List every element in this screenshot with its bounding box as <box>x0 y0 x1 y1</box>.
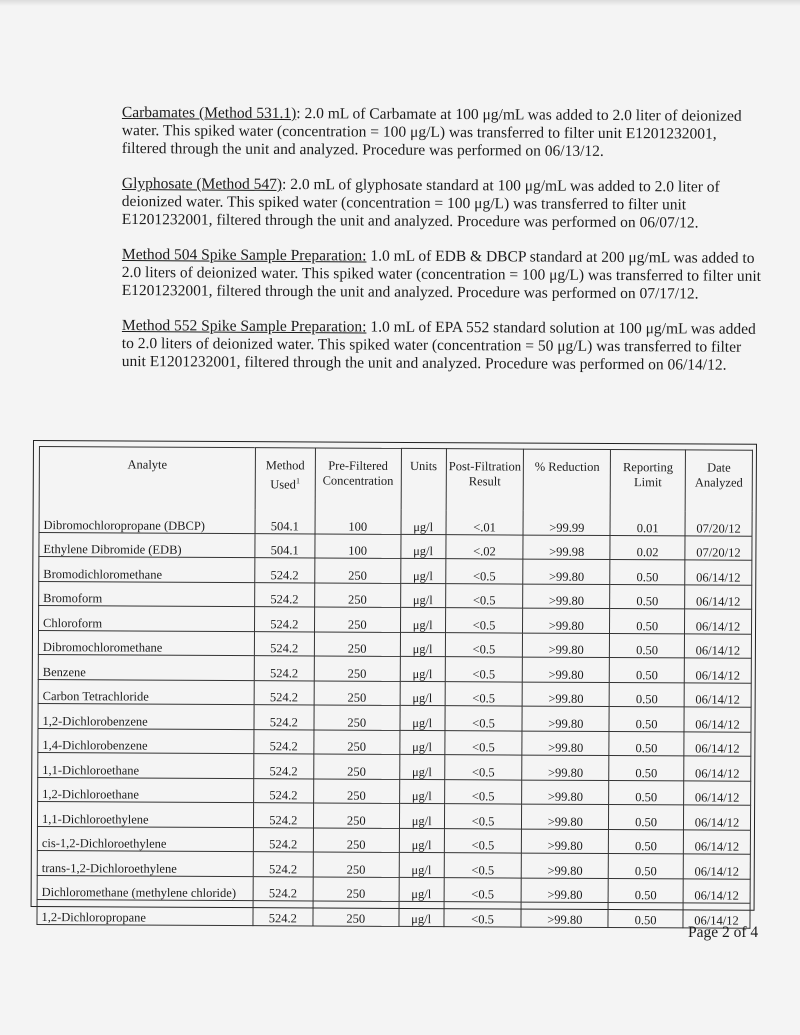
cell-date: 06/14/12 <box>684 658 751 683</box>
cell-units: μg/l <box>400 656 445 681</box>
table-row <box>37 900 750 928</box>
cell-units: μg/l <box>400 681 445 706</box>
paragraph-body: : 2.0 mL of glyphosate standard at 100 μg/mL was added to 2.0 liter of deionized water. This spiked water (concentration = 100 μg/L) was transferred to filter unit E1201232001, filtered through the unit and analyzed. Procedure was performed on 06/07/12. <box>121 175 720 232</box>
cell-pre: 250 <box>314 729 400 754</box>
cell-analyte: Chloroform <box>39 606 255 632</box>
cell-units: μg/l <box>399 852 444 877</box>
scan-edge <box>0 0 800 6</box>
cell-pre: 250 <box>314 754 400 779</box>
table-row <box>37 875 750 903</box>
table-row <box>38 777 751 805</box>
table-row <box>39 581 752 609</box>
paragraph-body: 1.0 mL of EPA 552 standard solution at 100 μg/mL was added to 2.0 liters of deionized water. This spiked water (concentration = 50 μg/L) was transferred to filter unit E1201232001, filtered through the unit and analyzed. Procedure was performed on 06/14/12. <box>121 318 756 374</box>
cell-reduction: >99.80 <box>522 829 609 854</box>
cell-method: 524.2 <box>254 656 314 681</box>
cell-post: <0.5 <box>445 608 523 633</box>
cell-reduction: >99.80 <box>522 706 609 731</box>
cell-analyte: Benzene <box>38 655 254 681</box>
paragraph-body: : 2.0 mL of Carbamate at 100 μg/mL was added to 2.0 liter of deionized water. This spiked water (concentration = 100 μg/L) was transferred to filter unit E1201232001, filtered through the unit and analyzed. Procedure was performed on 06/13/12. <box>121 105 742 160</box>
cell-limit: 0.50 <box>609 829 684 854</box>
cell-units: μg/l <box>400 583 445 608</box>
cell-date: 07/20/12 <box>685 535 752 560</box>
cell-analyte: 1,2-Dichloroethane <box>38 777 254 803</box>
paragraph-heading: Method 504 Spike Sample Preparation: <box>121 246 367 265</box>
cell-pre: 250 <box>315 558 401 583</box>
cell-analyte: Dibromochloropropane (DBCP) <box>39 508 255 533</box>
cell-limit: 0.50 <box>610 584 685 609</box>
cell-method: 524.2 <box>254 705 314 730</box>
cell-post: <0.5 <box>444 779 522 804</box>
paragraph-method-504 <box>122 246 762 304</box>
cell-units: μg/l <box>399 803 444 828</box>
cell-reduction: >99.80 <box>522 804 609 829</box>
cell-post: <0.5 <box>444 804 522 829</box>
cell-date: 06/14/12 <box>684 707 751 732</box>
cell-date: 06/14/12 <box>683 829 750 854</box>
cell-method: 524.2 <box>254 631 314 656</box>
cell-limit: 0.50 <box>609 658 684 683</box>
cell-units: μg/l <box>399 877 444 902</box>
cell-limit: 0.50 <box>608 878 683 903</box>
cell-date: 07/20/12 <box>685 511 752 535</box>
cell-date: 06/14/12 <box>685 584 752 609</box>
cell-pre: 250 <box>314 607 400 632</box>
cell-pre: 250 <box>313 901 399 926</box>
page-number: Page 2 of 4 <box>688 924 759 941</box>
cell-analyte: 1,2-Dichlorobenzene <box>38 704 254 730</box>
cell-reduction: >99.80 <box>523 584 610 609</box>
cell-units: μg/l <box>400 730 445 755</box>
cell-method: 524.2 <box>253 852 313 877</box>
cell-post: <.02 <box>445 534 523 559</box>
cell-pre: 250 <box>314 631 400 656</box>
table-row <box>38 655 751 683</box>
cell-units: μg/l <box>400 607 445 632</box>
results-table <box>36 446 752 928</box>
cell-method: 524.2 <box>255 558 315 583</box>
cell-units: μg/l <box>399 828 444 853</box>
cell-date: 06/14/12 <box>684 731 751 756</box>
paragraph-glyphosate <box>122 175 762 233</box>
paragraph-heading: Glyphosate (Method 547) <box>121 175 283 193</box>
cell-date: 06/14/12 <box>683 854 750 879</box>
cell-date: 06/14/12 <box>684 805 751 830</box>
header-method <box>255 448 315 510</box>
cell-analyte: Carbon Tetrachloride <box>38 679 254 705</box>
cell-limit: 0.50 <box>608 854 683 879</box>
cell-date: 06/14/12 <box>684 682 751 707</box>
results-table-frame <box>31 440 757 928</box>
cell-analyte: 1,1-Dichloroethylene <box>37 802 253 828</box>
cell-limit: 0.50 <box>609 731 684 756</box>
table-row <box>39 557 752 585</box>
paragraphs <box>122 104 762 388</box>
header-post-filtration: Post-Filtration Result <box>446 449 524 511</box>
cell-date: 06/14/12 <box>685 609 752 634</box>
cell-units: μg/l <box>399 779 444 804</box>
cell-post: <0.5 <box>444 877 522 902</box>
cell-method: 524.2 <box>254 729 314 754</box>
cell-post: <0.5 <box>444 902 522 927</box>
cell-reduction: >99.80 <box>522 755 609 780</box>
paragraph-body: 1.0 mL of EDB & DBCP standard at 200 μg/mL was added to 2.0 liters of deionized water. This spiked water (concentration = 100 μg/L) was transferred to filter unit E1201232001, filtered through the unit and analyzed. Procedure was performed on 07/17/12. <box>121 247 762 303</box>
cell-limit: 0.50 <box>609 780 684 805</box>
cell-method: 524.2 <box>254 680 314 705</box>
cell-reduction: >99.80 <box>523 633 610 658</box>
header-method-footnote: 1 <box>295 476 301 486</box>
table-row <box>39 508 752 536</box>
cell-limit: 0.50 <box>609 805 684 830</box>
cell-reduction: >99.80 <box>523 559 610 584</box>
paragraph-carbamates <box>122 104 762 162</box>
cell-pre: 100 <box>315 509 401 533</box>
cell-units: μg/l <box>399 901 444 926</box>
cell-method: 524.2 <box>254 754 314 779</box>
cell-post: <0.5 <box>445 657 523 682</box>
cell-units: μg/l <box>399 754 444 779</box>
paragraph-heading: Method 552 Spike Sample Preparation: <box>121 317 367 336</box>
cell-limit: 0.50 <box>608 903 683 928</box>
cell-units: μg/l <box>400 632 445 657</box>
cell-limit: 0.50 <box>609 682 684 707</box>
cell-units: μg/l <box>400 705 445 730</box>
cell-analyte: Ethylene Dibromide (EDB) <box>39 532 255 558</box>
cell-post: <0.5 <box>445 681 523 706</box>
table-row <box>38 704 751 732</box>
cell-analyte: Dibromochloromethane <box>38 630 254 656</box>
cell-pre: 250 <box>313 803 399 828</box>
table-row <box>38 728 751 756</box>
cell-date: 06/14/12 <box>685 560 752 585</box>
table-header-row <box>39 447 752 512</box>
cell-units: μg/l <box>400 558 445 583</box>
table-body <box>37 508 752 928</box>
cell-analyte: Bromoform <box>39 581 255 607</box>
cell-date: 06/14/12 <box>683 903 750 928</box>
table-row <box>39 532 752 560</box>
cell-pre: 250 <box>314 680 400 705</box>
header-reporting-limit: Reporting Limit <box>610 450 685 512</box>
cell-limit: 0.50 <box>609 756 684 781</box>
cell-pre: 250 <box>314 656 400 681</box>
header-method-label: Method Used <box>265 458 305 492</box>
cell-reduction: >99.80 <box>522 780 609 805</box>
cell-limit: 0.50 <box>610 633 685 658</box>
cell-units: μg/l <box>401 534 446 559</box>
cell-reduction: >99.99 <box>523 511 610 535</box>
cell-date: 06/14/12 <box>683 878 750 903</box>
cell-post: <0.5 <box>444 755 522 780</box>
cell-analyte: Dichloromethane (methylene chloride) <box>37 875 253 901</box>
cell-limit: 0.50 <box>610 560 685 585</box>
cell-method: 524.2 <box>253 901 313 926</box>
cell-method: 524.2 <box>254 607 314 632</box>
cell-method: 524.2 <box>253 827 313 852</box>
cell-pre: 250 <box>313 852 399 877</box>
cell-post: <0.5 <box>445 632 523 657</box>
cell-analyte: cis-1,2-Dichloroethylene <box>37 826 253 852</box>
cell-units: μg/l <box>401 510 446 534</box>
table-row <box>37 826 750 854</box>
cell-post: <0.5 <box>445 583 523 608</box>
cell-pre: 100 <box>315 533 401 558</box>
cell-limit: 0.50 <box>609 707 684 732</box>
cell-method: 524.2 <box>255 582 315 607</box>
cell-method: 524.2 <box>253 876 313 901</box>
cell-reduction: >99.80 <box>523 608 610 633</box>
cell-pre: 250 <box>314 705 400 730</box>
cell-pre: 250 <box>313 778 399 803</box>
table-row <box>38 630 751 658</box>
cell-date: 06/14/12 <box>684 633 751 658</box>
table-row <box>37 802 750 830</box>
header-units: Units <box>401 448 446 510</box>
cell-reduction: >99.80 <box>523 682 610 707</box>
cell-reduction: >99.80 <box>522 731 609 756</box>
cell-method: 524.2 <box>253 803 313 828</box>
header-reduction: % Reduction <box>524 449 611 511</box>
cell-post: <0.5 <box>444 730 522 755</box>
cell-post: <0.5 <box>444 853 522 878</box>
cell-pre: 250 <box>313 876 399 901</box>
header-analyte: Analyte <box>39 447 255 510</box>
cell-date: 06/14/12 <box>684 756 751 781</box>
paragraph-heading: Carbamates (Method 531.1) <box>121 104 297 123</box>
cell-post: <0.5 <box>445 559 523 584</box>
cell-analyte: 1,1-Dichloroethane <box>38 753 254 779</box>
table-row <box>38 679 751 707</box>
header-pre-filtered: Pre-Filtered Concentration <box>315 448 401 510</box>
cell-post: <.01 <box>446 510 524 534</box>
cell-method: 504.1 <box>255 533 315 558</box>
cell-analyte: 1,2-Dichloropropane <box>37 900 253 926</box>
cell-method: 504.1 <box>255 509 315 533</box>
table-row <box>38 753 751 781</box>
cell-pre: 250 <box>313 827 399 852</box>
cell-date: 06/14/12 <box>684 780 751 805</box>
header-date-analyzed: Date Analyzed <box>685 450 752 512</box>
cell-analyte: 1,4-Dichlorobenzene <box>38 728 254 754</box>
cell-analyte: Bromodichloromethane <box>39 557 255 583</box>
cell-analyte: trans-1,2-Dichloroethylene <box>37 851 253 877</box>
cell-reduction: >99.80 <box>521 902 608 927</box>
table-row <box>39 606 752 634</box>
cell-reduction: >99.80 <box>522 878 609 903</box>
cell-reduction: >99.98 <box>523 535 610 560</box>
table-row <box>37 851 750 879</box>
cell-limit: 0.01 <box>610 511 685 535</box>
cell-limit: 0.50 <box>610 609 685 634</box>
cell-limit: 0.02 <box>610 535 685 560</box>
cell-pre: 250 <box>314 582 400 607</box>
cell-post: <0.5 <box>444 828 522 853</box>
cell-post: <0.5 <box>445 706 523 731</box>
cell-reduction: >99.80 <box>523 657 610 682</box>
paragraph-method-552 <box>122 317 762 375</box>
cell-method: 524.2 <box>254 778 314 803</box>
cell-reduction: >99.80 <box>522 853 609 878</box>
